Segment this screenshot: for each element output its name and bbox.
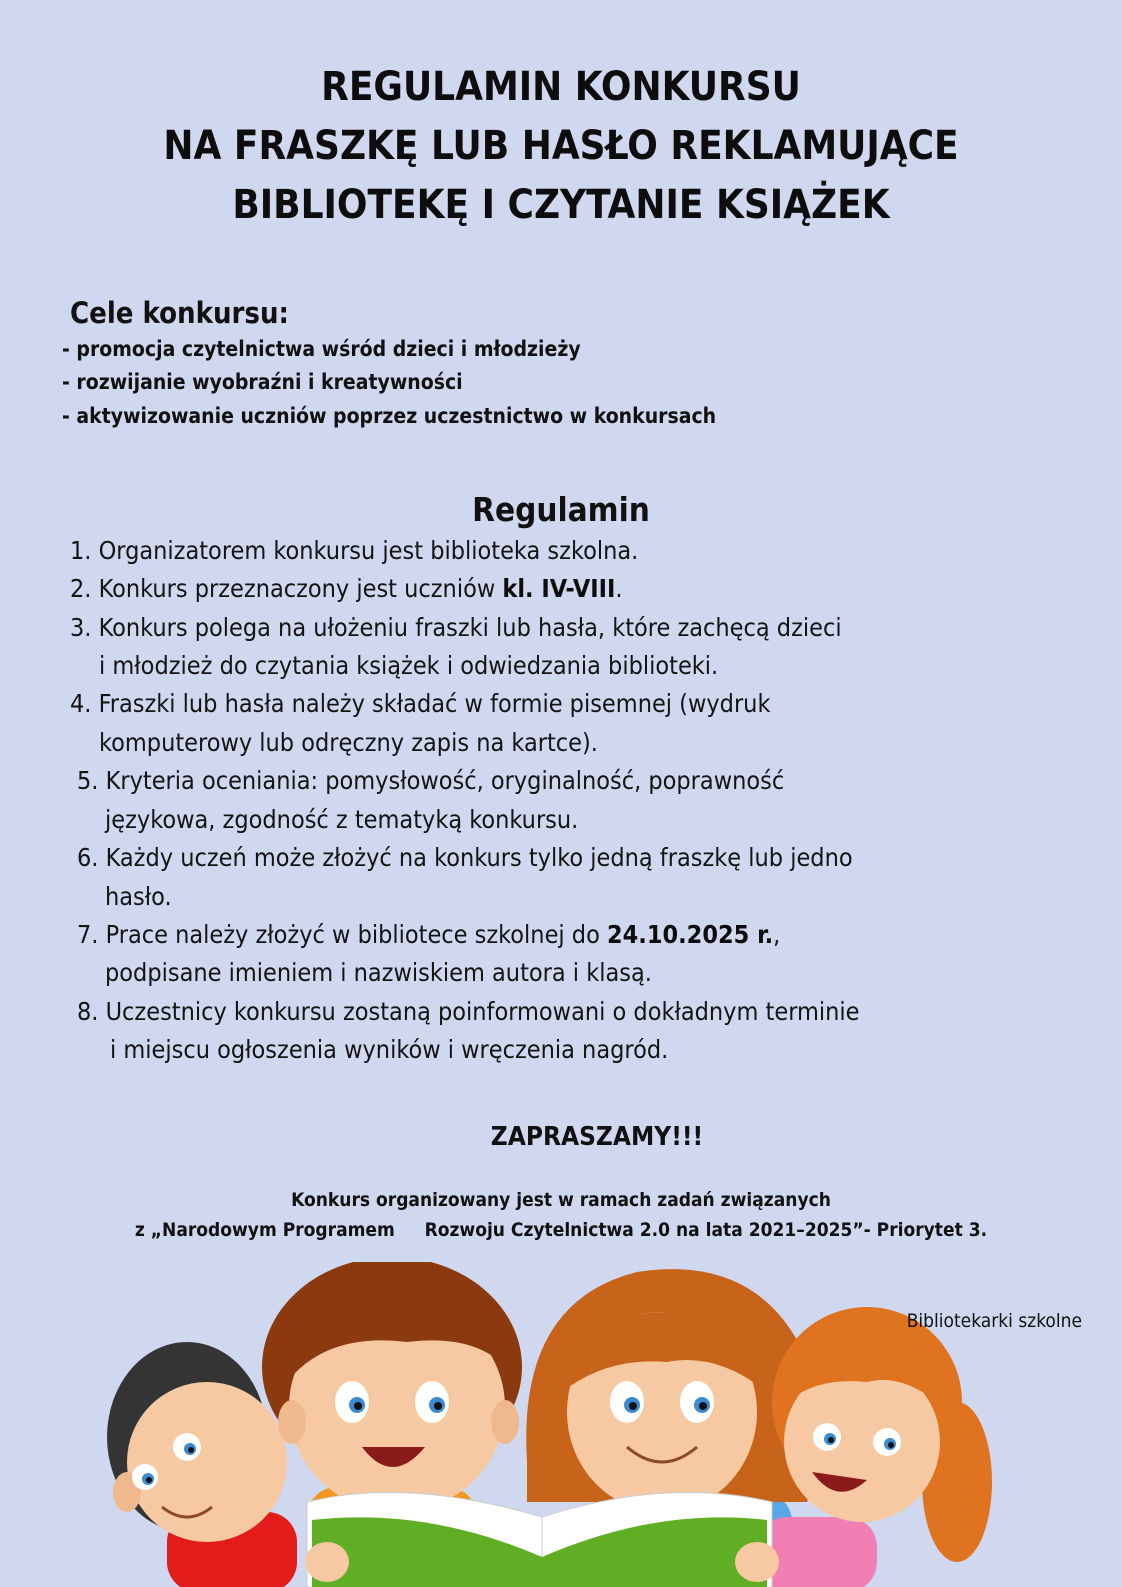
rule-line: podpisane imieniem i nazwiskiem autora i klasą. <box>105 958 652 987</box>
document-title <box>0 58 1122 235</box>
goal-item: - aktywizowanie uczniów poprzez uczestnictwo w konkursach <box>62 404 717 428</box>
title-line-1: REGULAMIN KONKURSU <box>321 64 801 110</box>
rule-bold: kl. IV-VIII <box>502 574 616 603</box>
rule-line: językowa, zgodność z tematyką konkursu. <box>105 805 579 834</box>
rule-line: komputerowy lub odręczny zapis na kartce). <box>99 728 598 757</box>
rule-line: 8. Uczestnicy konkursu zostaną poinformowani o dokładnym terminie <box>77 997 860 1026</box>
green-book <box>305 1492 779 1587</box>
invite-text: ZAPRASZAMY!!! <box>490 1122 704 1152</box>
rule-bold: 24.10.2025 r. <box>606 920 774 949</box>
rules-heading: Regulamin <box>472 490 650 529</box>
rule-line: hasło. <box>105 882 172 911</box>
goals-heading: Cele konkursu: <box>70 296 289 330</box>
goal-item: - promocja czytelnictwa wśród dzieci i młodzieży <box>62 337 581 361</box>
title-line-2: NA FRASZKĘ LUB HASŁO REKLAMUJĄCE <box>163 123 959 169</box>
program-note-line-1: Konkurs organizowany jest w ramach zadań związanych <box>291 1189 831 1211</box>
rule-line: 3. Konkurs polega na ułożeniu fraszki lub hasła, które zachęcą dzieci <box>70 613 842 642</box>
rule-line: 1. Organizatorem konkursu jest biblioteka szkolna. <box>70 536 639 565</box>
rule-line: 4. Fraszki lub hasła należy składać w formie pisemnej (wydruk <box>70 689 771 718</box>
rule-line: i miejscu ogłoszenia wyników i wręczenia nagród. <box>110 1035 669 1064</box>
rule-line: 6. Każdy uczeń może złożyć na konkurs tylko jedną fraszkę lub jedno <box>77 843 853 872</box>
goal-item: - rozwijanie wyobraźni i kreatywności <box>62 370 463 394</box>
signature: Bibliotekarki szkolne <box>906 1310 1082 1332</box>
rule-line: 2. Konkurs przeznaczony jest uczniów kl. IV-VIII. <box>70 574 623 603</box>
title-line-3: BIBLIOTEKĘ I CZYTANIE KSIĄŻEK <box>232 182 890 228</box>
children-reading-illustration <box>107 1262 1007 1587</box>
rule-line: 7. Prace należy złożyć w bibliotece szkolnej do 24.10.2025 r., <box>77 920 781 949</box>
rule-line: i młodzież do czytania książek i odwiedzania biblioteki. <box>99 651 719 680</box>
program-note-line-2: z „Narodowym Programem Rozwoju Czytelnictwa 2.0 na lata 2021–2025”- Priorytet 3. <box>134 1219 988 1241</box>
rule-line: 5. Kryteria oceniania: pomysłowość, oryginalność, poprawność <box>77 766 785 795</box>
kid-ginger-hair <box>757 1307 992 1587</box>
